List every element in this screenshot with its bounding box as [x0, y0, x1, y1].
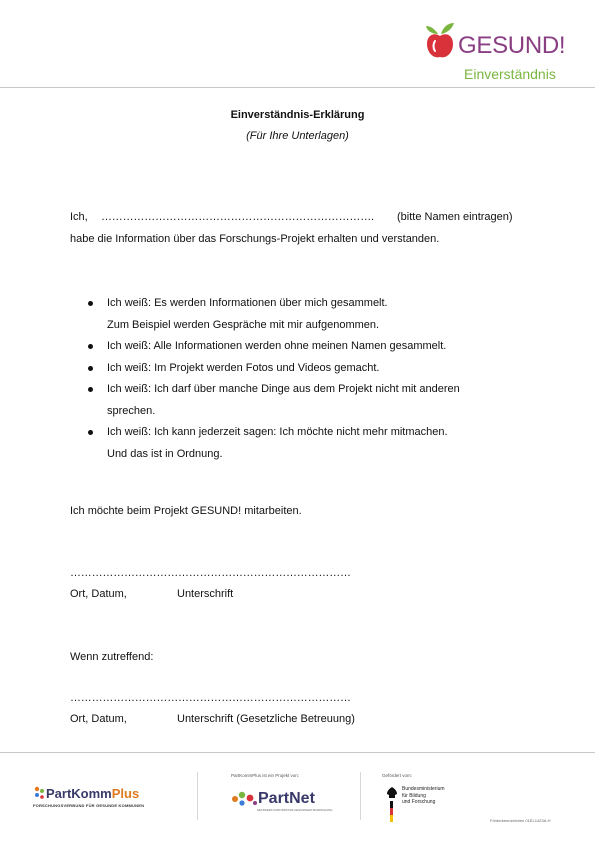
partkommplus-plus: Plus	[111, 786, 140, 801]
footer-divider	[0, 752, 595, 753]
signature-label: Unterschrift	[177, 588, 234, 600]
list-item-text: Ich weiß: Alle Informationen werden ohne meinen Namen gesammelt.	[107, 340, 447, 352]
name-field-dots[interactable]: ………………………………………………………………….	[101, 211, 374, 223]
signature-line-guardian[interactable]: ……………………………………………………………………	[70, 692, 351, 704]
partnet-wordmark: PartNet	[258, 790, 315, 807]
place-date-label: Ort, Datum,	[70, 588, 127, 600]
partkommplus-wordmark	[46, 786, 139, 801]
place-date-label: Ort, Datum,	[70, 713, 127, 725]
partkommplus-tagline: FORSCHUNGSVERBUND FÜR GESUNDE KOMMUNEN	[33, 803, 145, 808]
signature-line-participant[interactable]: ……………………………………………………………………	[70, 567, 351, 579]
bullet-icon	[88, 387, 93, 392]
partnet-tagline: NETZWERK PARTIZIPATIVE GESUNDHEITSFORSCHUNG	[257, 808, 333, 812]
list-item-text: Zum Beispiel werden Gespräche mit mir aufgenommen.	[107, 318, 380, 331]
participation-statement: Ich möchte beim Projekt GESUND! mitarbeiten.	[70, 505, 302, 517]
bmbf-name	[402, 786, 445, 806]
name-prefix: Ich,	[70, 211, 88, 223]
bullet-icon	[88, 430, 93, 435]
name-field-hint: (bitte Namen eintragen)	[397, 211, 513, 223]
funding-caption: Gefördert vom:	[382, 773, 413, 778]
federal-eagle-flag-icon	[384, 785, 400, 823]
list-item	[88, 293, 548, 336]
bullet-icon	[88, 344, 93, 349]
consent-statements-list	[88, 293, 548, 465]
guardian-signature-label: Unterschrift (Gesetzliche Betreuung)	[177, 713, 355, 725]
bmbf-line: für Bildung	[402, 792, 426, 799]
gesund-logo-wordmark: GESUND!	[458, 32, 566, 59]
bmbf-line: und Forschung	[402, 799, 436, 805]
footer-separator	[360, 772, 361, 820]
list-item-text: sprechen.	[107, 404, 156, 417]
list-item	[88, 358, 548, 380]
list-item	[88, 379, 548, 422]
document-subtitle: (Für Ihre Unterlagen)	[246, 130, 349, 142]
funding-code: Förderkennzeichen 01EL1423A-H	[490, 818, 551, 823]
document-title: Einverständnis-Erklärung	[230, 109, 365, 121]
partkommplus-name: PartKomm	[46, 786, 112, 801]
bullet-icon	[88, 366, 93, 371]
bullet-icon	[88, 301, 93, 306]
partkommplus-logo-icon	[33, 786, 45, 800]
gesund-apple-logo-icon	[424, 20, 456, 62]
bmbf-line: Bundesministerium	[402, 786, 445, 792]
footer-separator	[197, 772, 198, 820]
header-divider	[0, 87, 595, 88]
list-item	[88, 336, 548, 358]
partnet-caption: PartKommPlus ist ein Projekt von:	[231, 773, 300, 778]
list-item	[88, 422, 548, 465]
partnet-logo-icon	[230, 790, 258, 808]
list-item-text: Ich weiß: Ich kann jederzeit sagen: Ich möchte nicht mehr mitmachen.	[107, 426, 448, 438]
list-item-text: Ich weiß: Im Projekt werden Fotos und Videos gemacht.	[107, 361, 380, 374]
list-item-text: Ich weiß: Ich darf über manche Dinge aus dem Projekt nicht mit anderen	[107, 383, 460, 395]
list-item-text: Und das ist in Ordnung.	[107, 447, 223, 460]
header-subtitle: Einverständnis	[464, 66, 556, 82]
info-statement: habe die Information über das Forschungs-Projekt erhalten und verstanden.	[70, 233, 440, 245]
conditional-label: Wenn zutreffend:	[70, 651, 154, 663]
list-item-text: Ich weiß: Es werden Informationen über mich gesammelt.	[107, 297, 388, 309]
